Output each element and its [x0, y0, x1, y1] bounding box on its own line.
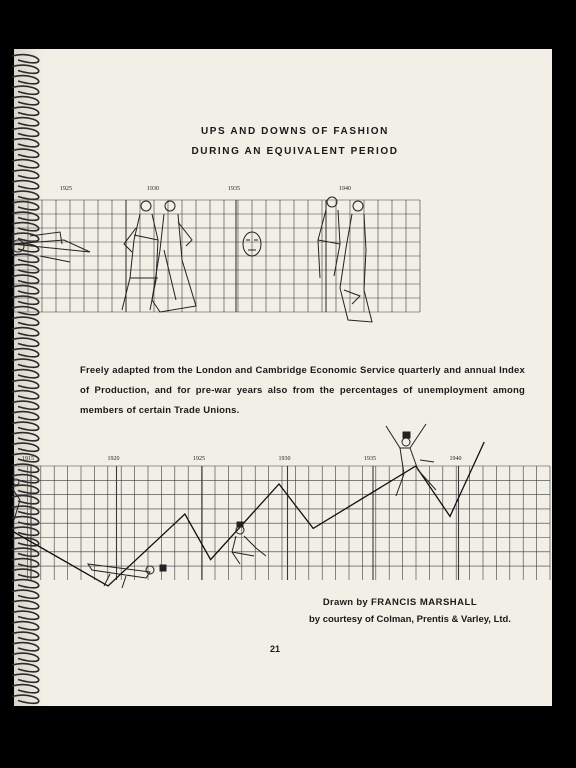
production-tick-label: 1940 [449, 456, 462, 462]
edge-figure-illustration [12, 479, 20, 520]
page-number: 21 [269, 644, 280, 654]
fashion-tick-label: 1935 [228, 186, 240, 192]
fashion-tick-label: 1925 [60, 186, 72, 192]
production-trend-line [14, 442, 484, 586]
production-tick-label: 1930 [278, 456, 291, 462]
credit-courtesy: by courtesy of Colman, Prentis & Varley, Ltd. [308, 614, 511, 625]
credit-prefix: Drawn by [322, 597, 369, 608]
heading-line-2: DURING AN EQUIVALENT PERIOD [191, 146, 399, 157]
fashion-tick-label: 1930 [147, 186, 159, 192]
caption-text: Freely adapted from the London and Cambridge Economic Service quarterly and annual Index of Production, and for pre-war years also from the percentages of unemployment among members of certain Trade Unions. [80, 365, 525, 416]
fashion-tick-label: 1940 [339, 186, 351, 192]
production-tick-label: 1925 [193, 456, 205, 462]
production-tick-label: 1935 [364, 456, 376, 462]
heading-line-1: UPS AND DOWNS OF FASHION [200, 126, 390, 137]
crouching-man-illustration [232, 522, 266, 564]
credit-artist [300, 597, 500, 608]
production-tick-label: 1915 [22, 456, 34, 462]
production-tick-label: 1920 [107, 456, 120, 462]
artist-name: FRANCIS MARSHALL [370, 597, 478, 608]
